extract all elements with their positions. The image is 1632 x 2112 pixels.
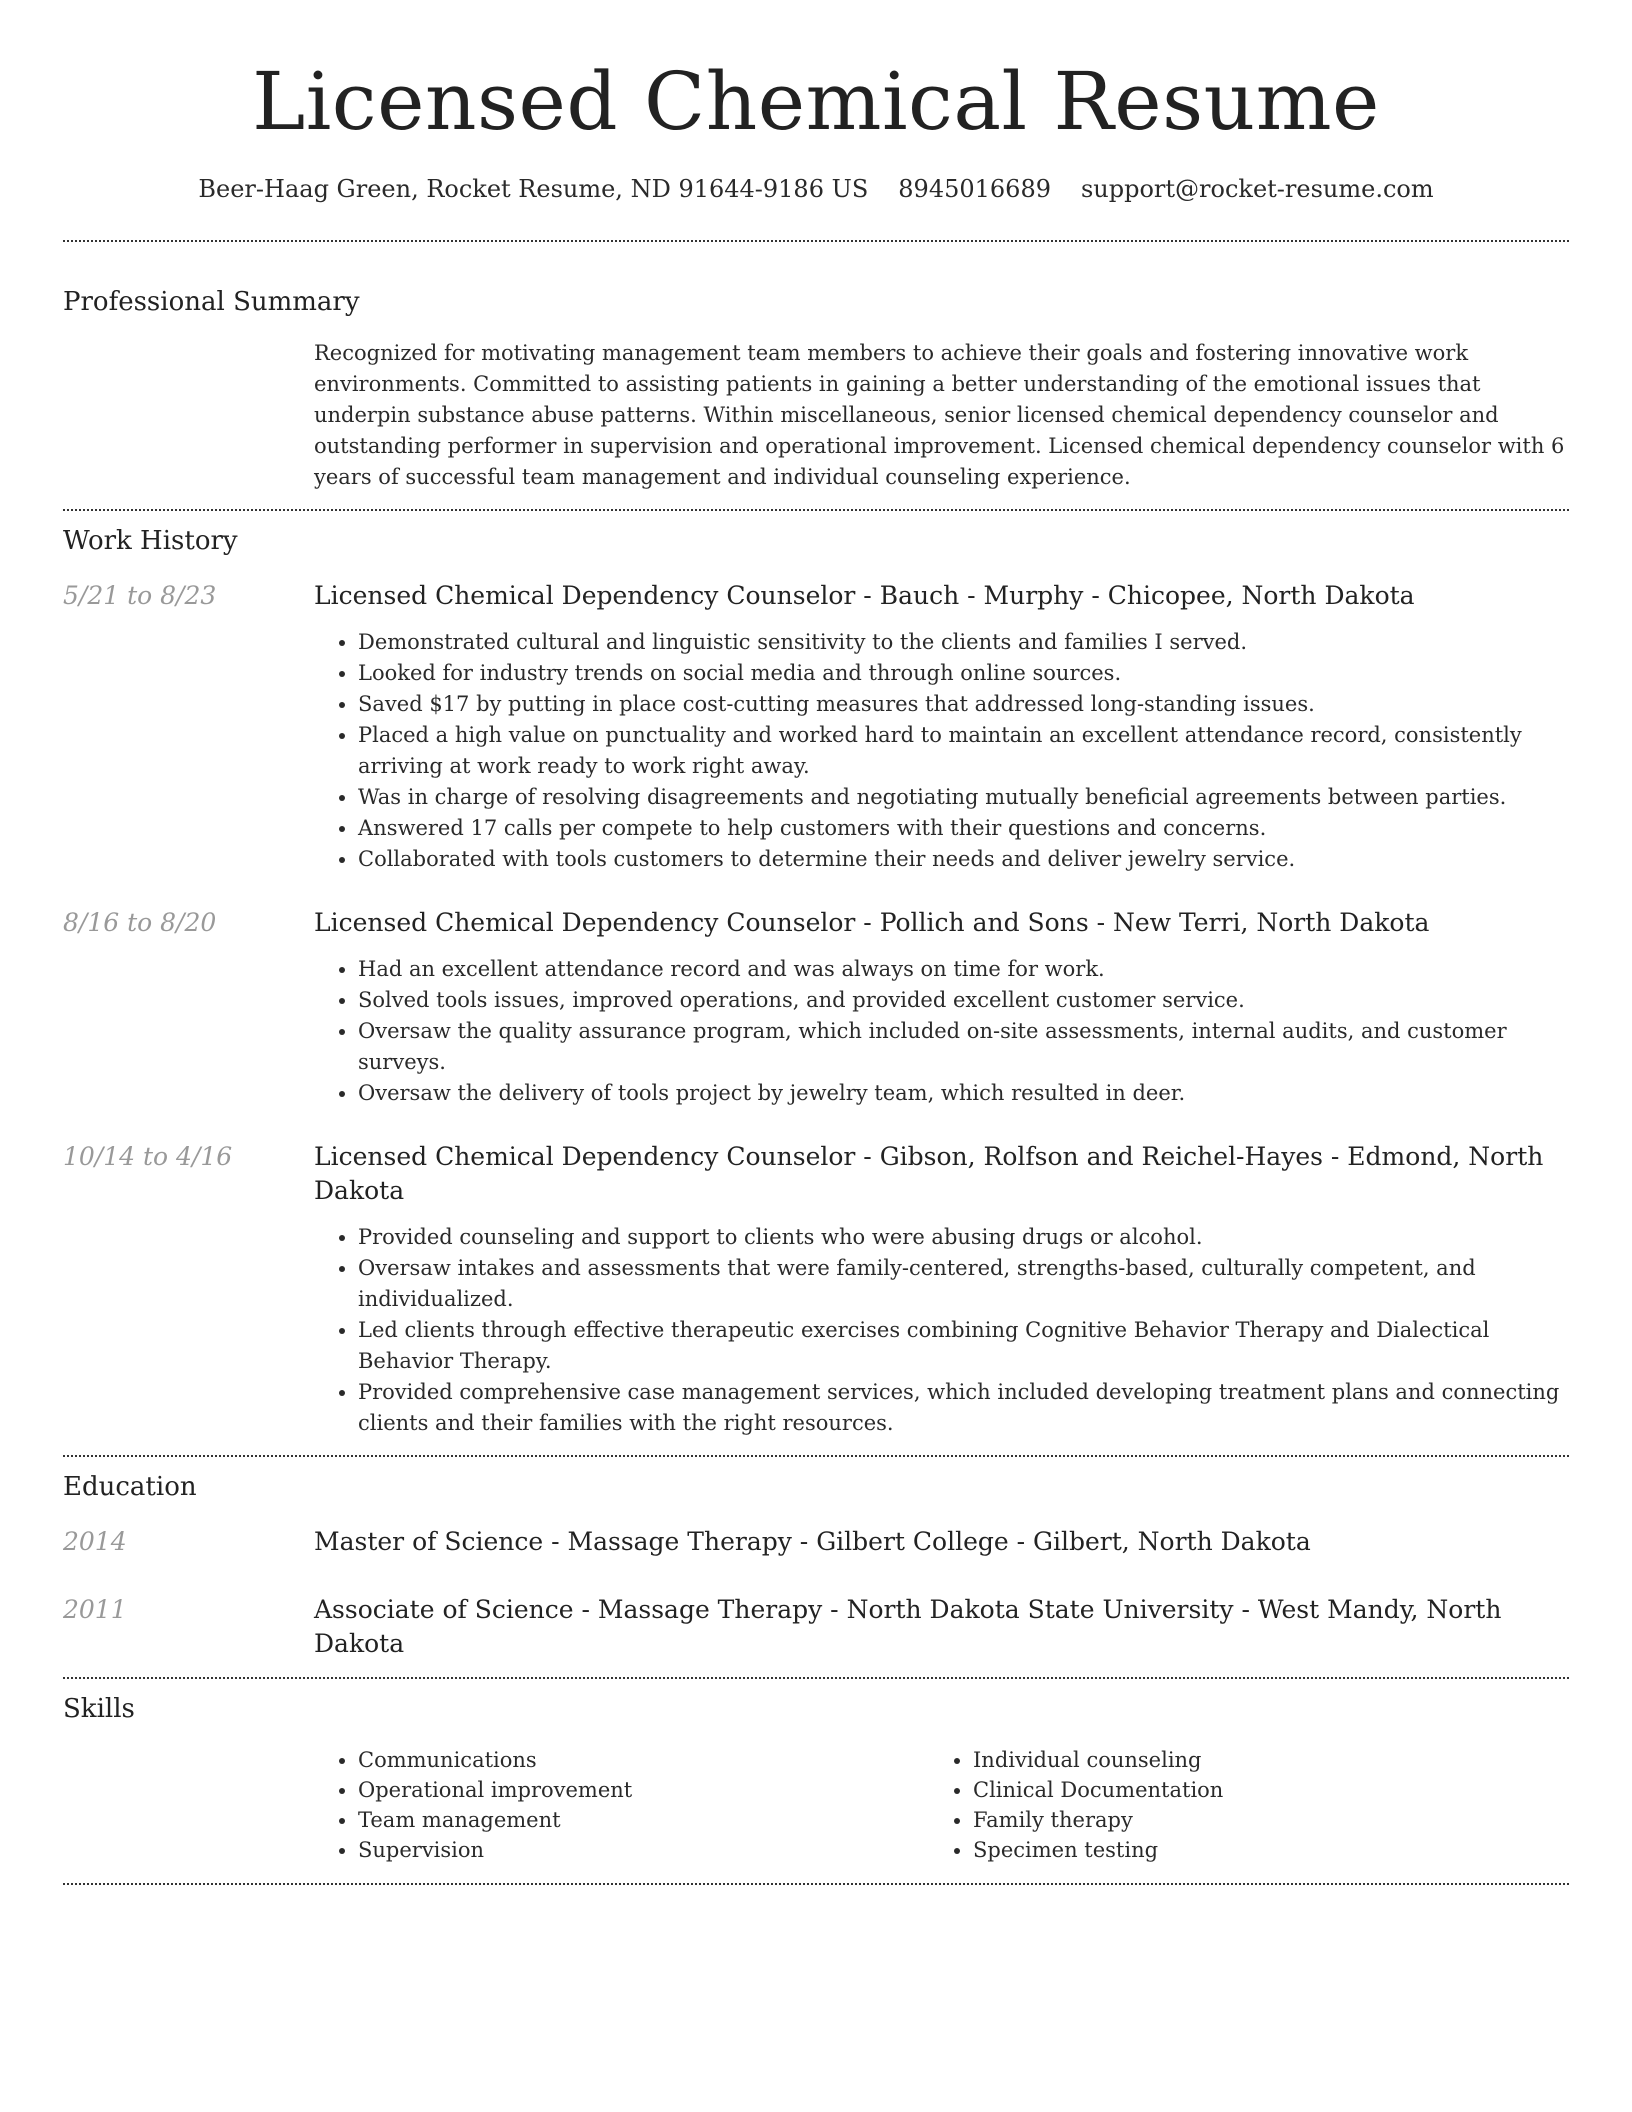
job-heading — [314, 906, 1569, 940]
skills-section — [63, 1691, 1569, 1865]
job-bullet: • Led clients through effective therapeutic exercises combining Cognitive Behavior Therapy and Dialectical Behavior Therapy. — [358, 1315, 1569, 1377]
skill-item: • Team management — [358, 1805, 929, 1835]
contact-phone: 8945016689 — [898, 175, 1051, 203]
contact-address: Beer-Haag Green, Rocket Resume, ND 91644-9186 US — [198, 175, 869, 203]
education-details: - Massage Therapy - Gilbert College - Gilbert, North Dakota — [543, 1527, 1311, 1556]
job-bullet: • Provided counseling and support to clients who were abusing drugs or alcohol. — [358, 1222, 1569, 1253]
resume-title: Licensed Chemical Resume — [252, 55, 1380, 148]
job-bullet: • Oversaw intakes and assessments that were family-centered, strengths-based, culturally competent, and individualized. — [358, 1253, 1569, 1315]
summary-text: Recognized for motivating management team members to achieve their goals and fostering innovative work environments. Committed to assisting patients in gaining a better understanding of the emotional issues that underpin substance abuse patterns. Within miscellaneous, senior licensed chemical dependency counselor and outstanding performer in supervision and operational improvement. Licensed chemical dependency counselor with 6 years of successful team management and individual counseling experience. — [314, 341, 1565, 489]
skill-item: • Operational improvement — [358, 1775, 929, 1805]
job-heading — [314, 1140, 1569, 1208]
section-title-summary: Professional Summary — [63, 287, 360, 317]
job-company-location: - Bauch - Murphy - Chicopee, North Dakota — [855, 581, 1415, 610]
education-year: 2014 — [63, 1527, 127, 1556]
section-title-work-history: Work History — [63, 526, 238, 556]
section-title-skills: Skills — [63, 1694, 135, 1724]
skill-item: • Clinical Documentation — [973, 1775, 1544, 1805]
job-bullet: • Oversaw the quality assurance program, which included on-site assessments, internal audits, and customer surveys. — [358, 1016, 1569, 1078]
summary-spacer — [63, 338, 314, 493]
job-title: Licensed Chemical Dependency Counselor — [314, 908, 856, 937]
skill-item: • Specimen testing — [973, 1835, 1544, 1865]
education-year: 2011 — [63, 1595, 127, 1624]
job-dates: 5/21 to 8/23 — [63, 581, 217, 610]
education-heading — [314, 1593, 1569, 1661]
summary-section — [63, 284, 1569, 493]
job-bullet: • Answered 17 calls per compete to help customers with their questions and concerns. — [358, 813, 1569, 844]
education-degree: Master of Science — [314, 1527, 544, 1556]
job-bullet: • Had an excellent attendance record and was always on time for work. — [358, 954, 1569, 985]
job-entry — [63, 579, 1569, 875]
skill-item: • Family therapy — [973, 1805, 1544, 1835]
job-entry — [63, 1140, 1569, 1439]
divider — [63, 509, 1569, 511]
job-company-location: - Pollich and Sons - New Terri, North Dakota — [855, 908, 1430, 937]
skill-item: • Supervision — [358, 1835, 929, 1865]
job-bullet: • Solved tools issues, improved operations, and provided excellent customer service. — [358, 985, 1569, 1016]
skill-item: • Individual counseling — [973, 1745, 1544, 1775]
education-entry — [63, 1593, 1569, 1661]
divider — [63, 240, 1569, 242]
divider — [63, 1883, 1569, 1885]
job-bullet: • Was in charge of resolving disagreements and negotiating mutually beneficial agreements between parties. — [358, 782, 1569, 813]
education-degree: Associate of Science — [314, 1595, 574, 1624]
job-heading — [314, 579, 1569, 613]
job-bullet: • Saved $17 by putting in place cost-cutting measures that addressed long-standing issues. — [358, 689, 1569, 720]
education-section — [63, 1469, 1569, 1661]
job-bullets — [314, 627, 1569, 875]
job-bullet: • Provided comprehensive case management services, which included developing treatment plans and connecting clients and their families with the right resources. — [358, 1377, 1569, 1439]
job-bullet: • Looked for industry trends on social media and through online sources. — [358, 658, 1569, 689]
skills-spacer — [63, 1745, 314, 1865]
job-title: Licensed Chemical Dependency Counselor — [314, 581, 856, 610]
education-heading — [314, 1525, 1569, 1559]
job-bullets — [314, 954, 1569, 1109]
skills-column-2 — [929, 1745, 1544, 1865]
job-entry — [63, 906, 1569, 1109]
skills-column-1 — [314, 1745, 929, 1865]
education-details: - Massage Therapy - North Dakota State University - West Mandy, North Dakota — [314, 1595, 1502, 1658]
job-bullets — [314, 1222, 1569, 1439]
job-company-location: - Gibson, Rolfson and Reichel-Hayes - Edmond, North Dakota — [314, 1142, 1544, 1205]
job-dates: 8/16 to 8/20 — [63, 908, 217, 937]
work-history-section — [63, 523, 1569, 1439]
section-title-education: Education — [63, 1472, 197, 1502]
job-title: Licensed Chemical Dependency Counselor — [314, 1142, 856, 1171]
education-entry — [63, 1525, 1569, 1559]
skill-item: • Communications — [358, 1745, 929, 1775]
divider — [63, 1455, 1569, 1457]
job-bullet: • Oversaw the delivery of tools project by jewelry team, which resulted in deer. — [358, 1078, 1569, 1109]
contact-info — [63, 172, 1569, 206]
job-dates: 10/14 to 4/16 — [63, 1142, 233, 1171]
job-bullet: • Demonstrated cultural and linguistic sensitivity to the clients and families I served. — [358, 627, 1569, 658]
job-bullet: • Collaborated with tools customers to determine their needs and deliver jewelry service. — [358, 844, 1569, 875]
skills-list — [314, 1745, 1569, 1865]
contact-email: support@rocket-resume.com — [1080, 175, 1434, 203]
divider — [63, 1677, 1569, 1679]
job-bullet: • Placed a high value on punctuality and worked hard to maintain an excellent attendance record, consistently arriving at work ready to work right away. — [358, 720, 1569, 782]
